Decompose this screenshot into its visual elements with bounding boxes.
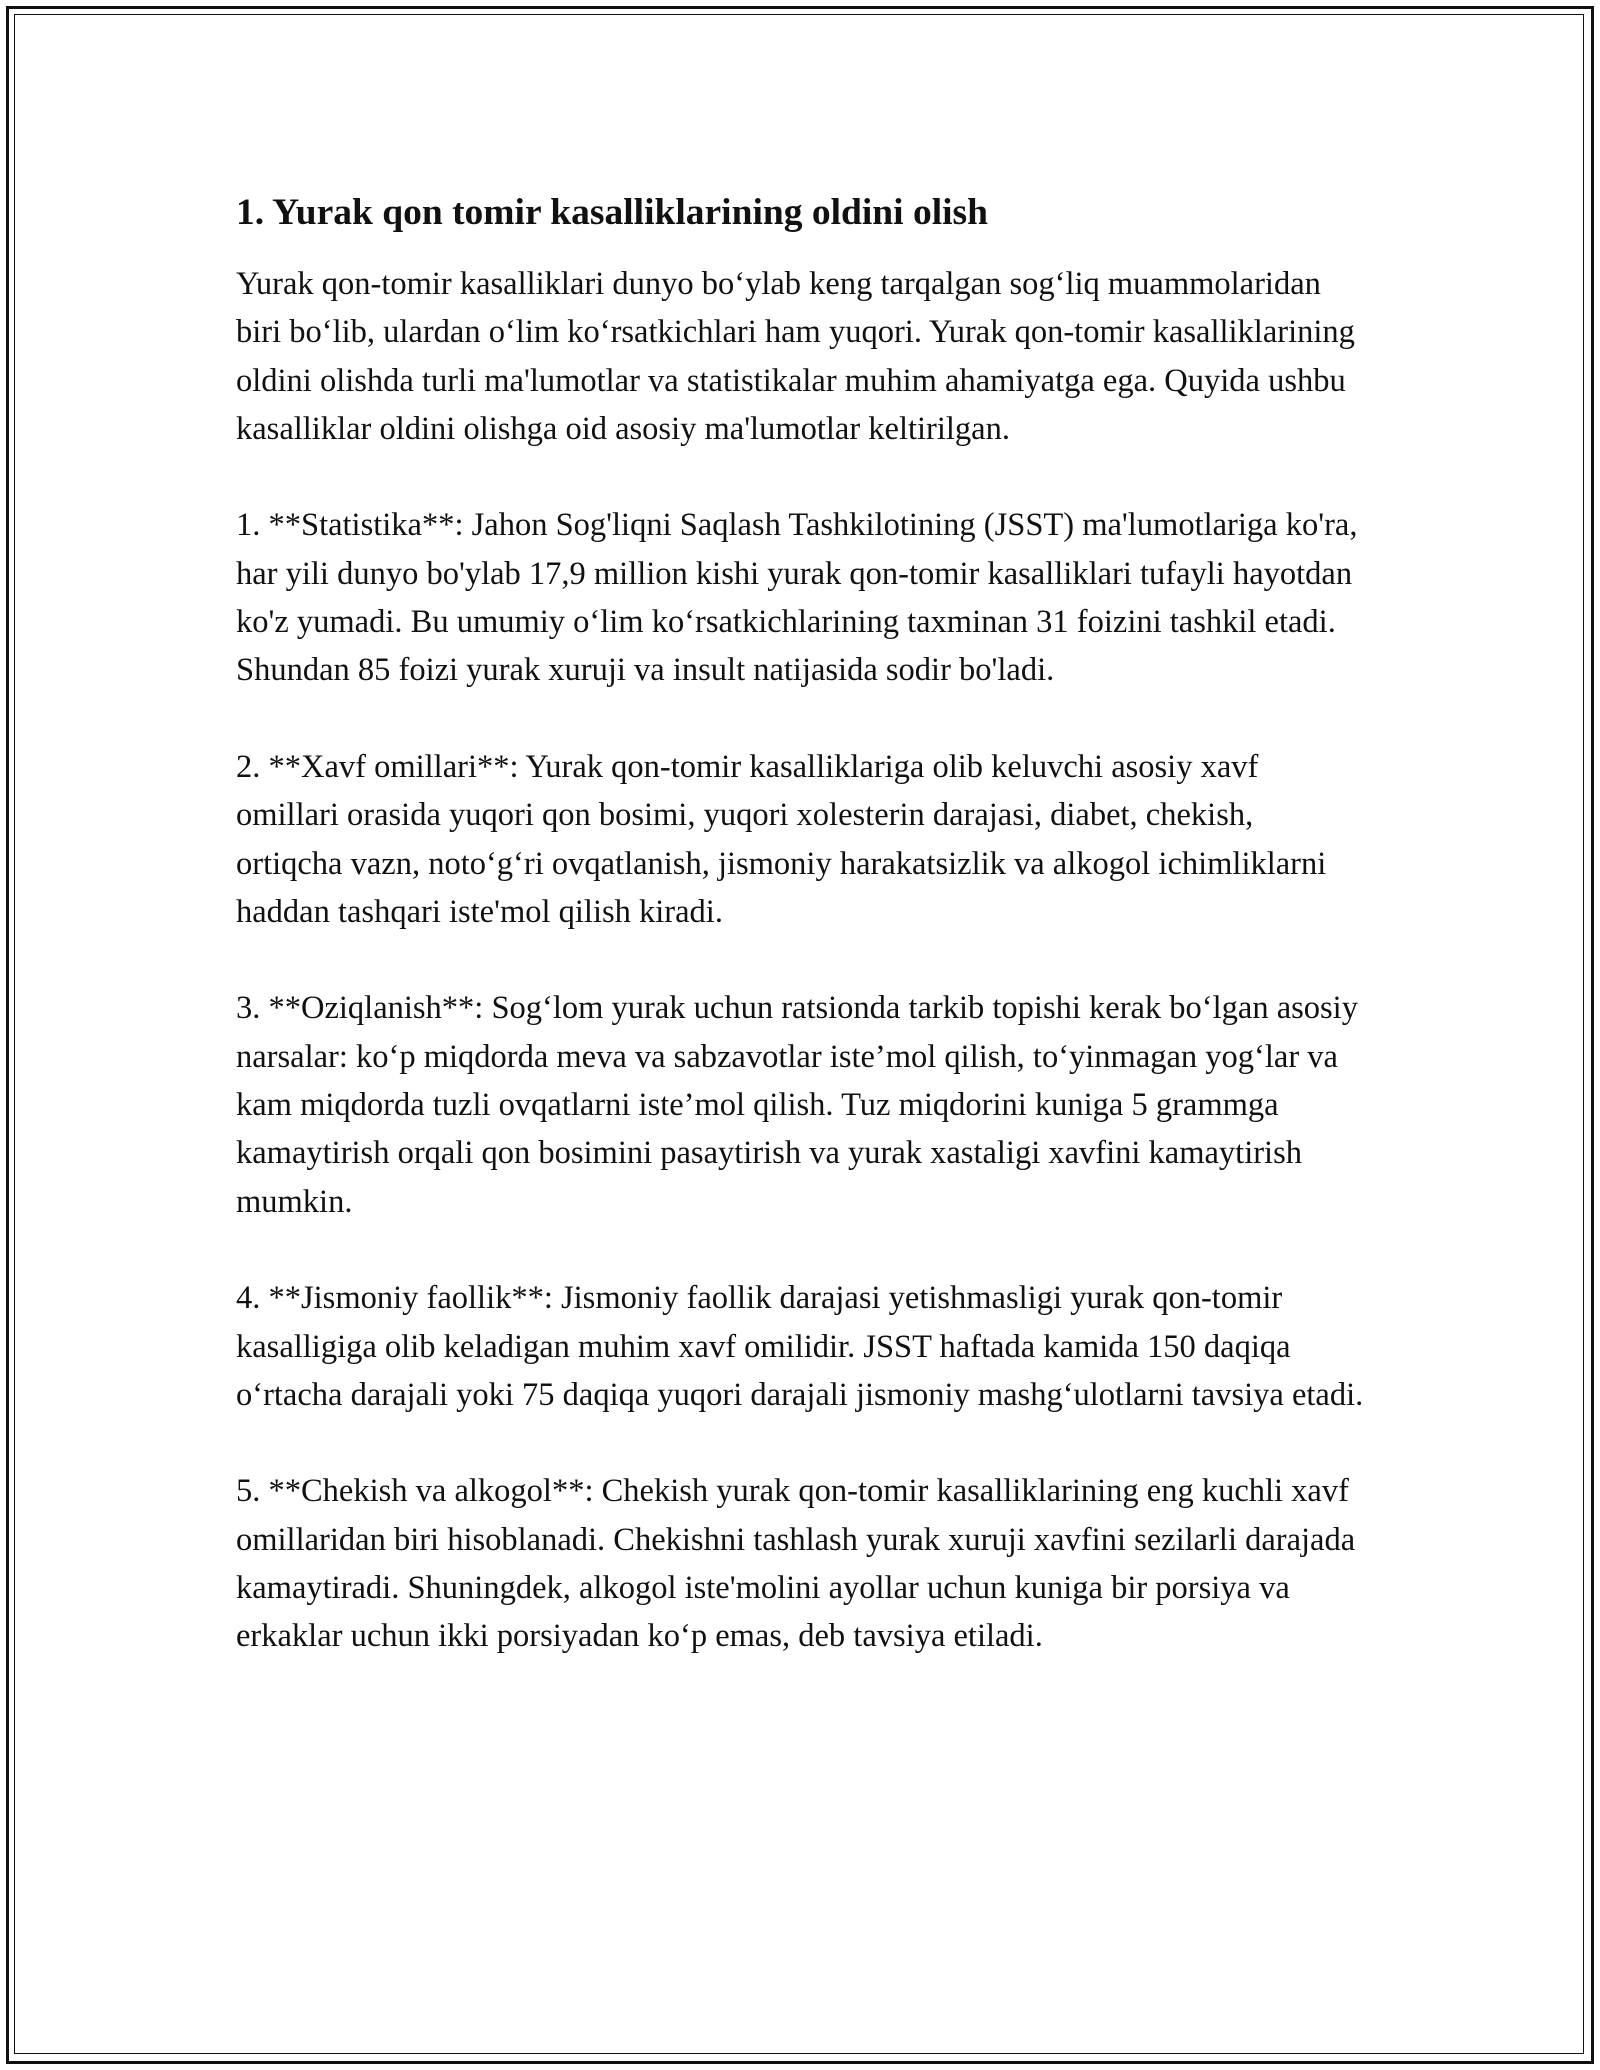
document-title: 1. Yurak qon tomir kasalliklarining oldini olish <box>236 192 988 233</box>
paragraph-risk-factors: 2. **Xavf omillari**: Yurak qon-tomir kasalliklariga olib keluvchi asosiy xavf omillari orasida yuqori qon bosimi, yuqori xolesterin darajasi, diabet, chekish, ortiqcha vazn, noto‘g‘ri ovqatlanish, jismoniy harakatsizlik va alkogol ichimliklarni haddan tashqari iste'mol qilish kiradi. <box>236 748 1327 930</box>
paragraph-smoking-alcohol: 5. **Chekish va alkogol**: Chekish yurak qon-tomir kasalliklarining eng kuchli xavf omillaridan biri hisoblanadi. Chekishni tashlash yurak xuruji xavfini sezilarli darajada kamaytiradi. Shuningdek, alkogol iste'molini ayollar uchun kuniga bir porsiya va erkaklar uchun ikki porsiyadan ko‘p emas, deb tavsiya etiladi. <box>236 1473 1356 1655</box>
document-body <box>236 188 1366 1709</box>
paragraph-nutrition: 3. **Oziqlanish**: Sog‘lom yurak uchun ratsionda tarkib topishi kerak bo‘lgan asosiy narsalar: ko‘p miqdorda meva va sabzavotlar iste’mol qilish, to‘yinmagan yog‘lar va kam miqdorda tuzli ovqatlarni iste’mol qilish. Tuz miqdorini kuniga 5 grammga kamaytirish orqali qon bosimini pasaytirish va yurak xastaligi xavfini kamaytirish mumkin. <box>236 990 1358 1220</box>
paragraph-statistics: 1. **Statistika**: Jahon Sog'liqni Saqlash Tashkilotining (JSST) ma'lumotlariga ko'ra, har yili dunyo bo'ylab 17,9 million kishi yurak qon-tomir kasalliklari tufayli hayotdan ko'z yumadi. Bu umumiy o‘lim ko‘rsatkichlarining taxminan 31 foizini tashkil etadi. Shundan 85 foizi yurak xuruji va insult natijasida sodir bo'ladi. <box>236 507 1358 689</box>
paragraph-physical-activity: 4. **Jismoniy faollik**: Jismoniy faollik darajasi yetishmasligi yurak qon-tomir kasalligiga olib keladigan muhim xavf omilidir. JSST haftada kamida 150 daqiqa o‘rtacha darajali yoki 75 daqiqa yuqori darajali jismoniy mashg‘ulotlarni tavsiya etadi. <box>236 1280 1364 1413</box>
paragraph-intro: Yurak qon-tomir kasalliklari dunyo bo‘ylab keng tarqalgan sog‘liq muammolaridan biri bo‘lib, ulardan o‘lim ko‘rsatkichlari ham yuqori. Yurak qon-tomir kasalliklarining oldini olishda turli ma'lumotlar va statistikalar muhim ahamiyatga ega. Quyida ushbu kasalliklar oldini olishga oid asosiy ma'lumotlar keltirilgan. <box>236 266 1355 447</box>
